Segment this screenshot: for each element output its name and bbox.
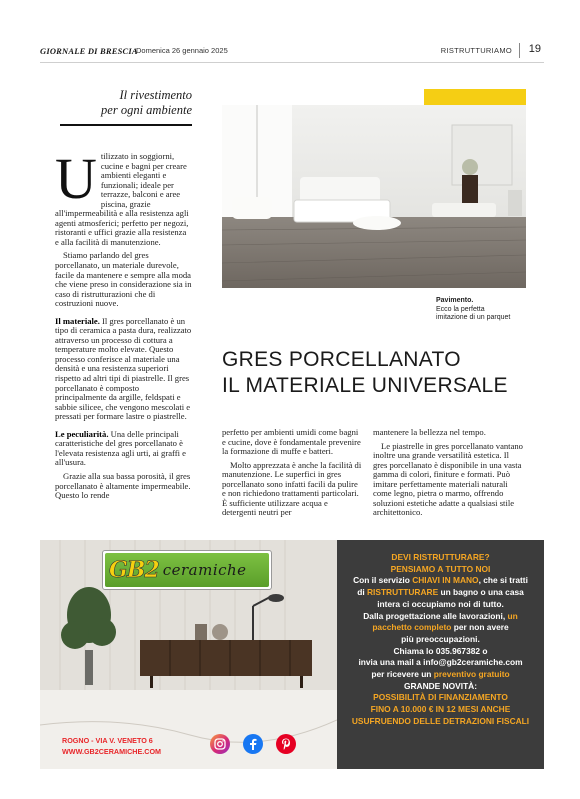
- issue-date: Domenica 26 gennaio 2025: [136, 46, 228, 55]
- ad-address: ROGNO - VIA V. VENETO 6: [62, 736, 153, 745]
- caption-line-1: Ecco la perfetta: [436, 305, 485, 313]
- ad-line-5b: per non avere: [451, 622, 509, 633]
- ad-image-panel: [40, 540, 337, 769]
- kicker-line-1: Il rivestimento: [119, 88, 192, 102]
- kicker-rule: [60, 124, 192, 126]
- section-name: RISTRUTTURIAMO: [440, 46, 512, 55]
- article-column-3: [373, 428, 523, 522]
- header-divider: [519, 43, 520, 58]
- article-column-2: [222, 428, 362, 522]
- advertisement-gb2ceramiche[interactable]: [40, 540, 544, 769]
- drop-cap: U: [55, 146, 97, 211]
- ad-finance-3: USUFRUENDO DELLE DETRAZIONI FISCALI: [351, 715, 530, 726]
- ad-line-4: [337, 611, 544, 623]
- pinterest-icon[interactable]: [276, 734, 296, 754]
- page-header: [40, 43, 544, 63]
- ad-line-5: [337, 622, 544, 634]
- caption-head: Pavimento.: [436, 297, 474, 304]
- article-title: [222, 347, 508, 399]
- col3-paragraph-2: Le piastrelle in gres porcellanato vantano inoltre una grande versatilità estetica. Il gres porcellanato è disponibile in una vasta gamma di colori, finiture e formati. Può imitare perfettamente materiali naturali come legno, pietra o marmo, offrendo soluzioni estetiche adatte a qualsiasi stile architettonico.: [373, 440, 523, 518]
- ad-line-1b: CHIAVI IN MANO: [412, 575, 479, 586]
- ad-email[interactable]: invia una mail a info@gb2ceramiche.com: [358, 657, 523, 668]
- gb2-ceramiche-logo: [102, 550, 272, 590]
- ad-line-3: intera ci occupiamo noi di tutto.: [377, 598, 504, 609]
- subhead-peculiarita: Le peculiarità.: [55, 428, 109, 439]
- ad-line-9: [337, 669, 544, 681]
- article-column-1: [55, 146, 192, 505]
- subhead-materiale: Il materiale.: [55, 315, 100, 326]
- col2-paragraph-1: perfetto per ambienti umidi come bagni e cucine, dove è fondamentale prevenire la formazione di muffe e batteri.: [222, 427, 361, 457]
- ad-line-1a: Con il servizio: [353, 575, 413, 586]
- col1-paragraph-3: Il gres porcellanato è un tipo di ceramica a pasta dura, realizzato attraverso un processo di cottura a temperature molto elevate. Questo processo conferisce al materiale una densità e una resistenza superiori rispetto ad altri tipi di piastrelle. Il gres porcellanato è composto principalmente da argille, feldspati e sabbie silicee, che vengono mescolati e pressati per formare lastre o piastrelle.: [55, 315, 192, 422]
- logo-ceramiche: ceramiche: [162, 561, 247, 579]
- ad-line-1c: , che si tratti: [478, 575, 528, 586]
- ad-headline-2: PENSIAMO A TUTTO NOI: [390, 563, 491, 574]
- col2-paragraph-2: Molto apprezzata è anche la facilità di manutenzione. Le superfici in gres porcellanato sono infatti facili da pulire e non richiedono trattamenti particolari. È sufficiente utilizzare acqua e detergenti neutri per: [222, 459, 362, 518]
- ad-finance-1: POSSIBILITÀ DI FINANZIAMENTO: [373, 692, 508, 703]
- title-line-1: GRES PORCELLANATO: [222, 348, 461, 371]
- photo-caption: [436, 297, 510, 323]
- ad-line-9a: per ricevere un: [371, 669, 434, 680]
- col1-paragraph-4: Una delle principali caratteristiche del gres porcellanato è l'elevata resistenza agli urti, ai graffi e all'usura.: [55, 428, 186, 468]
- ad-headline-1: DEVI RISTRUTTURARE?: [391, 552, 490, 562]
- kicker-line-2: per ogni ambiente: [101, 103, 192, 117]
- title-line-2: IL MATERIALE UNIVERSALE: [222, 374, 508, 397]
- article-kicker: [60, 88, 192, 118]
- col3-paragraph-1: mantenere la bellezza nel tempo.: [373, 427, 486, 437]
- ad-line-5a: pacchetto completo: [372, 622, 452, 633]
- logo-gb2: GB2: [109, 557, 159, 583]
- ad-phone[interactable]: Chiama lo 035.967382 o: [393, 645, 488, 656]
- ad-line-9b: preventivo gratuito: [433, 669, 510, 680]
- page-number: 19: [528, 43, 541, 55]
- ad-website[interactable]: WWW.GB2CERAMICHE.COM: [62, 747, 162, 756]
- article-photo-bedroom: [222, 105, 526, 288]
- publication-name: GIORNALE DI BRESCIA: [40, 46, 138, 56]
- ad-line-2c: un bagno o una casa: [438, 587, 524, 598]
- ad-finance-2: FINO A 10.000 € IN 12 MESI ANCHE: [370, 704, 511, 715]
- ad-line-1: [337, 575, 544, 587]
- ad-contact-info: [62, 735, 161, 757]
- col1-paragraph-2: Stiamo parlando del gres porcellanato, un materiale durevole, facile da mantenere e sempre alla moda che viene preso in considerazione sia in caso di ristrutturazioni che di costruzioni nuove.: [55, 250, 192, 309]
- ad-line-2: [337, 587, 544, 599]
- facebook-icon[interactable]: [243, 734, 263, 754]
- ad-line-4b: un: [507, 610, 518, 621]
- ad-news-head: GRANDE NOVITÀ:: [403, 680, 478, 691]
- col1-paragraph-1: tilizzato in soggiorni, cucine e bagni per creare ambienti eleganti e funzionali; ideale per terrazze, balconi e aree piscina, grazie all'impermeabilità e alla resistenza agli agenti atmosferici; perfetto per negozi, ristoranti e uffici grazie alla resistenza e alla facilità di manutenzione.: [55, 151, 189, 247]
- ad-line-6: più preoccupazioni.: [401, 633, 480, 644]
- ad-line-2a: di: [357, 587, 367, 598]
- ad-line-4a: Dalla progettazione alle lavorazioni,: [363, 610, 508, 621]
- ad-text-panel: [337, 540, 544, 769]
- col1-paragraph-5: Grazie alla sua bassa porosità, il gres porcellanato è altamente impermeabile. Questo lo rende: [55, 470, 191, 501]
- instagram-icon[interactable]: [210, 734, 230, 754]
- caption-line-2: imitazione di un parquet: [436, 314, 511, 321]
- ad-line-2b: RISTRUTTURARE: [366, 587, 439, 598]
